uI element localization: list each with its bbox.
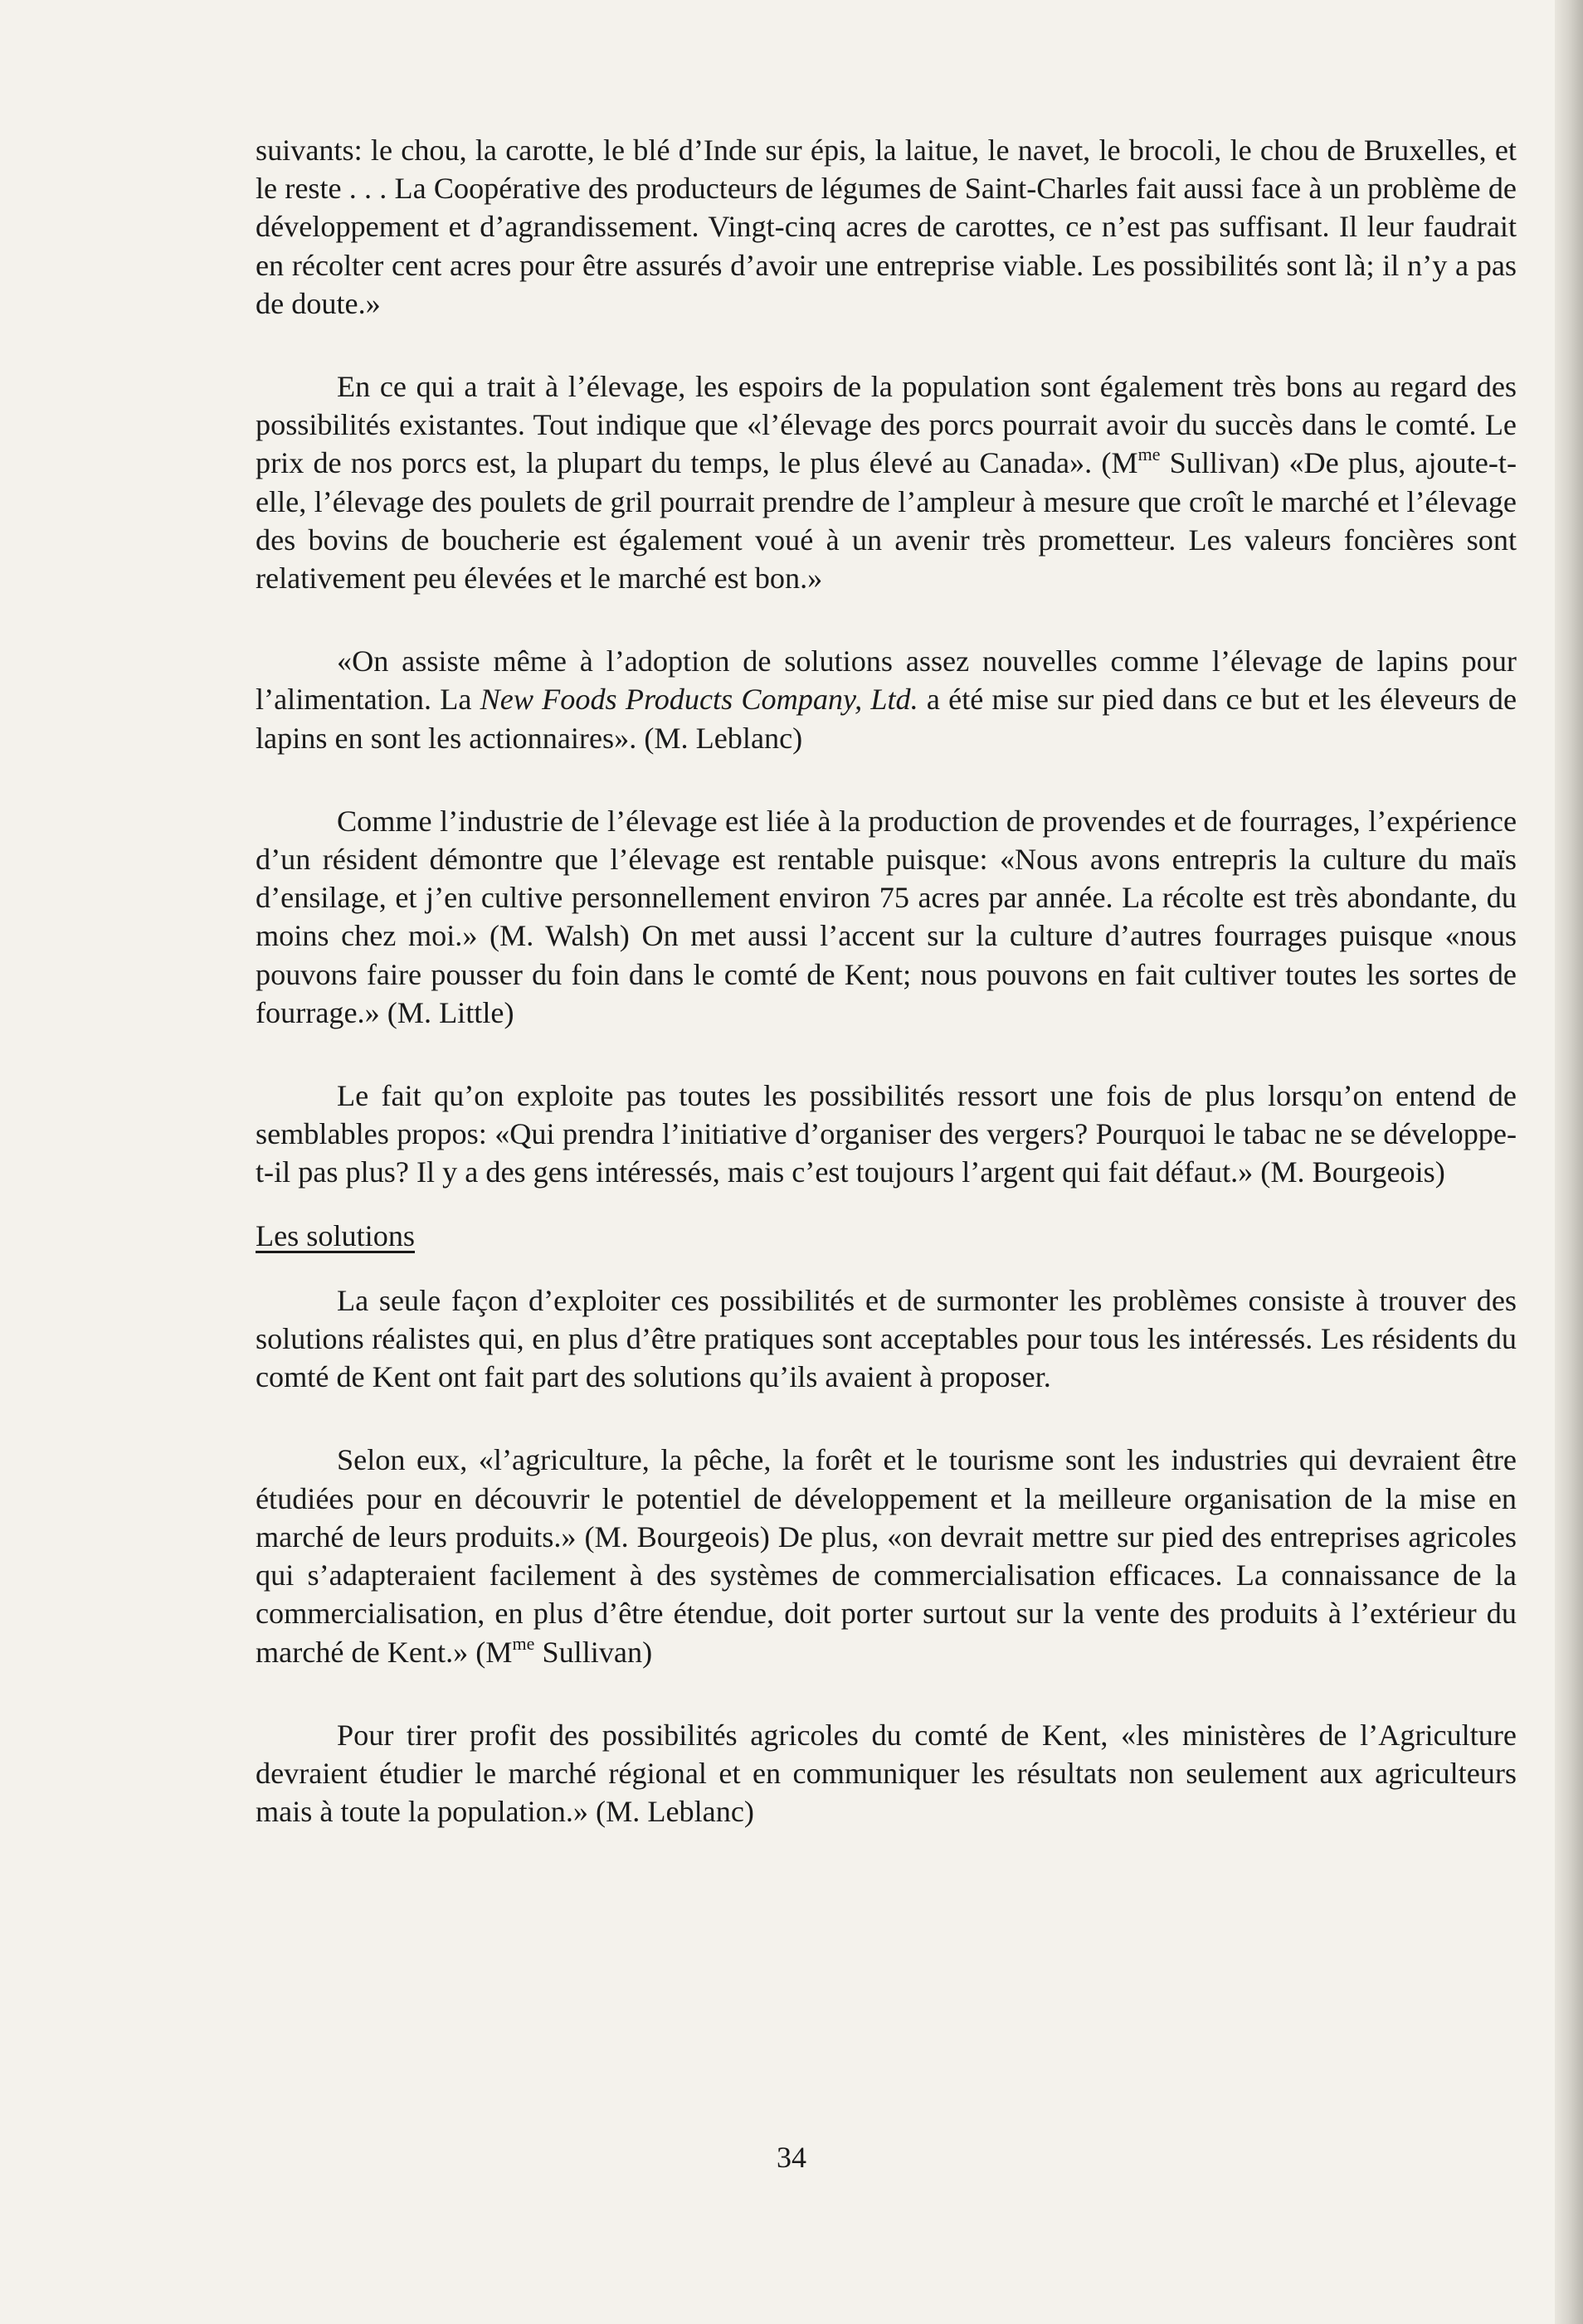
paragraph-ministeres: Pour tirer profit des possibilités agricoles du comté de Kent, «les ministères de l’Agriculture devraient étudier le marché régional et en communiquer les résultats non seulement aux agriculteurs mais à toute la population.» (M. Leblanc): [256, 1718, 1517, 1829]
text-column: [256, 131, 1517, 1831]
paragraph-vergers: Le fait qu’on exploite pas toutes les possibilités ressort une fois de plus lorsqu’on entend de semblables propos: «Qui prendra l’initiative d’organiser des vergers? Pourquoi le tabac ne se développe-t-il pas plus? Il y a des gens intéressés, mais c’est toujours l’argent qui fait défaut.» (M. Bourgeois): [256, 1079, 1517, 1189]
paragraph-text: Selon eux, «l’agriculture, la pêche, la forêt et le tourisme sont les industries qui devraient être étudiées pour en découvrir le potentiel de développement et la meilleure organisation de la mise en marché de leurs produits.» (M. Bourgeois) De plus, «on devrait mettre sur pied des entreprises agricoles qui s’adapteraient facilement à des systèmes de commercialisation efficaces. La connaissance de la commercialisation, en plus d’être étendue, doit porter surtout sur la vente des produits à l’extérieur du marché de Kent.» (M: [256, 1443, 1517, 1669]
paragraph-text: «On assiste même à l’adoption de solutions assez nouvelles comme l’élevage de lapins pour l’alimentation. La: [256, 644, 1517, 717]
company-name: New Foods Products Company, Ltd.: [480, 683, 918, 717]
paragraph-solutions: La seule façon d’exploiter ces possibilités et de surmonter les problèmes consiste à trouver des solutions réalistes qui, en plus d’être pratiques sont acceptables pour tous les intéressés. Les résidents du comté de Kent ont fait part des solutions qu’ils avaient à proposer.: [256, 1283, 1517, 1394]
paragraph-lapins: [256, 642, 1517, 757]
paragraph-text: Sullivan): [534, 1635, 653, 1669]
paragraph-continuation: suivants: le chou, la carotte, le blé d’Inde sur épis, la laitue, le navet, le brocoli, le chou de Bruxelles, et le reste . . . La Coopérative des producteurs de légumes de Saint-Charles fait aussi face à un problème de développement et d’agrandissement. Vingt-cinq acres de carottes, ce n’est pas suffisant. Il leur faudrait en récolter cent acres pour être assurés d’avoir une entreprise viable. Les possibilités sont là; il n’y a pas de doute.»: [256, 134, 1517, 320]
page-number: 34: [777, 2141, 806, 2174]
paragraph-text: a été mise sur pied dans ce but et les éleveurs de lapins en sont les actionnaires». (M. Leblanc): [256, 683, 1517, 755]
section-heading: Les solutions: [256, 1218, 415, 1252]
paragraph-text: Sullivan) «De plus, ajoute-t-elle, l’élevage des poulets de gril pourrait prendre de l’ampleur à mesure que croît le marché et l’élevage des bovins de boucherie est également voué à un avenir très prometteur. Les valeurs foncières sont relativement peu élevées et le marché est bon.»: [256, 446, 1517, 596]
paragraph-fourrages: Comme l’industrie de l’élevage est liée à la production de provendes et de fourrages, l’expérience d’un résident démontre que l’élevage est rentable puisque: «Nous avons entrepris la culture du maïs d’ensilage, et j’en cultive personnellement environ 75 acres par année. La récolte est très abondante, du moins chez moi.» (M. Walsh) On met aussi l’accent sur la culture d’autres fourrages puisque «nous pouvons faire pousser du foin dans le comté de Kent; nous pouvons en fait cultiver toutes les sortes de fourrage.» (M. Little): [256, 804, 1517, 1029]
paragraph-text: En ce qui a trait à l’élevage, les espoirs de la population sont également très bons au regard des possibilités existantes. Tout indique que «l’élevage des porcs pourrait avoir du succès dans le comté. Le prix de nos porcs est, la plupart du temps, le plus élevé au Canada». (M: [256, 370, 1517, 480]
page-edge-shadow: [1555, 0, 1583, 2324]
paragraph-industries: [256, 1441, 1517, 1670]
paragraph-elevage: [256, 367, 1517, 597]
superscript: me: [1137, 444, 1161, 465]
superscript: me: [512, 1632, 535, 1654]
